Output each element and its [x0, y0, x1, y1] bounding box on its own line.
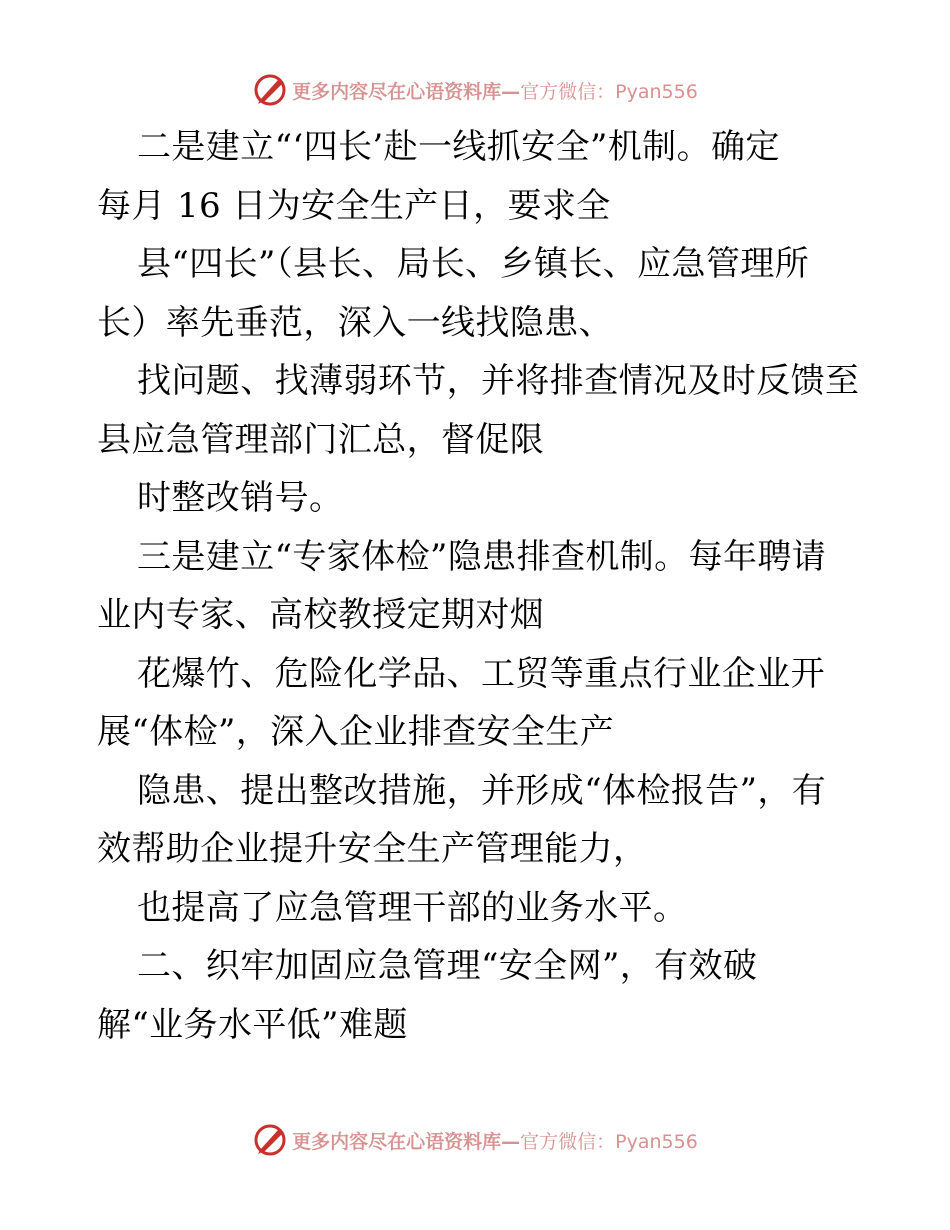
text-line: 县应急管理部门汇总，督促限: [97, 419, 545, 460]
text-line: 二是建立“‘四长’赴一线抓安全”机制。确定: [137, 127, 780, 167]
text-line: 找问题、找薄弱环节，并将排查情况及时反馈至: [137, 361, 860, 401]
section-heading: 解“业务水平低”难题: [97, 1004, 408, 1045]
text-line: 每月 16 日为安全生产日，要求全: [97, 185, 611, 226]
pen-logo-icon: [252, 72, 288, 108]
text-line: 隐患、提出整改措施，并形成“体检报告”，有: [137, 770, 827, 811]
watermark-contact: 官方微信：Pyan556: [520, 1130, 698, 1153]
text-line: 展“体检”，深入企业排查安全生产: [97, 712, 615, 752]
text-line: 也提高了应急管理干部的业务水平。: [137, 887, 688, 928]
watermark-label: 更多内容尽在心语资料库—: [292, 80, 521, 103]
text-line: 效帮助企业提升安全生产管理能力，: [97, 829, 648, 869]
section-heading: 二、织牢加固应急管理“安全网”，有效破: [137, 946, 758, 986]
watermark-contact: 官方微信：Pyan556: [520, 80, 698, 103]
text-line: 县“四长”（县长、局长、乡镇长、应急管理所: [137, 244, 810, 284]
text-line: 花爆竹、危险化学品、工贸等重点行业企业开: [137, 653, 825, 694]
text-line: 长）率先垂范，深入一线找隐患、: [97, 302, 613, 343]
text-line: 三是建立“专家体检”隐患排查机制。每年聘请: [137, 536, 827, 577]
watermark-label: 更多内容尽在心语资料库—: [292, 1130, 521, 1153]
footer-watermark: [0, 1120, 950, 1160]
text-line: 时整改销号。: [137, 478, 344, 518]
pen-logo-icon: [252, 1122, 288, 1158]
body-text: [97, 118, 860, 1054]
header-watermark: [0, 70, 950, 110]
text-line: 业内专家、高校教授定期对烟: [97, 595, 545, 635]
